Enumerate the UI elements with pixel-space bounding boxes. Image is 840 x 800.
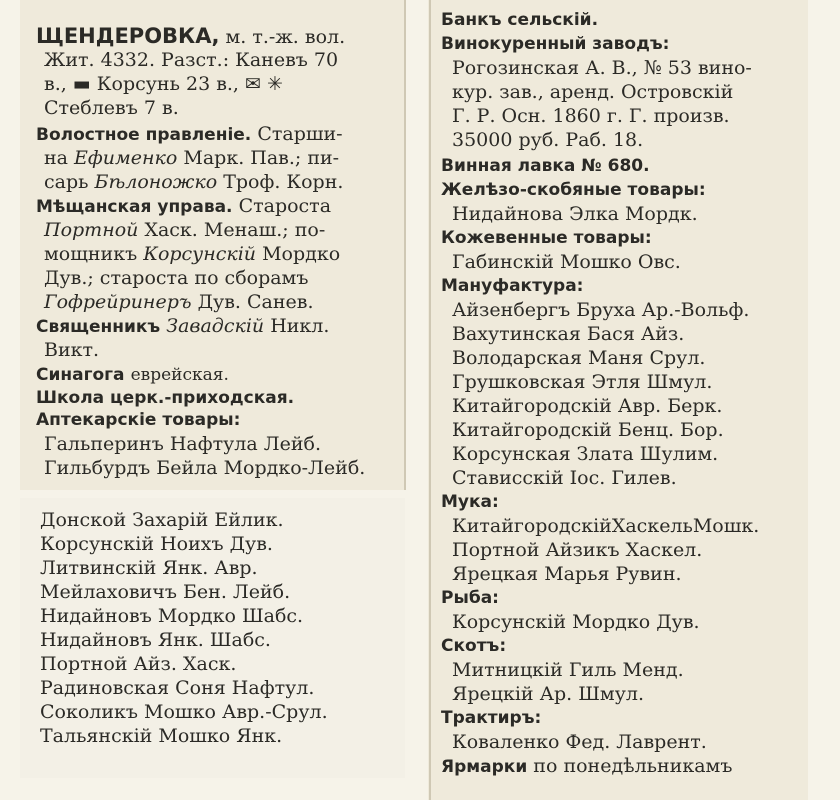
town-name: ЩЕНДЕРОВКА,: [36, 24, 220, 48]
section-heading: Ярмарки: [441, 757, 528, 777]
section-heading: Волостное правленіе.: [36, 125, 252, 145]
text-line: [44, 290, 314, 314]
list-item: Портной Айз. Хаск.: [40, 653, 237, 675]
list-item: Тальянскій Мошко Янк.: [40, 725, 283, 747]
text: Дув. Санев.: [197, 291, 314, 313]
list-item: 35000 руб. Раб. 18.: [452, 129, 644, 151]
list-item: Г. Р. Осн. 1860 г. Г. произв.: [452, 105, 730, 127]
person-name: Корсунскій: [143, 243, 257, 265]
section-heading: Банкъ сельскій.: [441, 10, 599, 30]
person-name: Завадскій: [166, 315, 265, 337]
text: по понедѣльникамъ: [533, 755, 733, 777]
text-line: [44, 242, 340, 266]
text: сарь: [44, 171, 89, 193]
list-item: Нидайновъ Мордко Шабс.: [40, 605, 304, 627]
column-divider: [404, 0, 406, 490]
list-item: кур. зав., аренд. Островскій: [452, 81, 734, 103]
list-item: Корсунскій Ноихъ Дув.: [40, 533, 273, 555]
person-name: Гофрейринеръ: [44, 291, 192, 313]
section-heading: Винокуренный заводъ:: [441, 34, 670, 54]
list-item: Корсунская Злата Шулим.: [452, 443, 719, 465]
list-item: Литвинскій Янк. Авр.: [40, 557, 258, 579]
list-item: Коваленко Фед. Лаврент.: [452, 731, 707, 753]
text-line: Викт.: [44, 339, 100, 361]
text: Никл.: [270, 315, 330, 337]
text: Троф. Корн.: [223, 171, 344, 193]
section-heading: Трактиръ:: [441, 708, 542, 728]
list-item: Вахутинская Бася Айз.: [452, 323, 685, 345]
list-item: Володарская Маня Срул.: [452, 347, 706, 369]
town-heading: [36, 24, 345, 49]
text-line: [44, 170, 343, 194]
list-item: Стависскій Іос. Гилев.: [452, 467, 677, 489]
list-item: Гальперинъ Нафтула Лейб.: [44, 433, 321, 455]
volost-entry: [36, 122, 343, 147]
list-item: Соколикъ Мошко Авр.-Срул.: [40, 701, 328, 723]
text-line: [44, 146, 339, 170]
text: Мордко: [262, 243, 341, 265]
section-heading: Синагога: [36, 365, 125, 385]
list-item: КитайгородскійХаскельМошк.: [452, 515, 760, 537]
text: Староста: [238, 195, 332, 217]
town-type: м. т.-ж. вол.: [225, 26, 346, 48]
list-item: Нидайнова Элка Мордк.: [452, 203, 698, 225]
section-heading: Аптекарскіе товары:: [36, 410, 241, 430]
list-item: Радиновская Соня Нафтул.: [40, 677, 315, 699]
list-item: Корсунскій Мордко Дув.: [452, 611, 700, 633]
list-item: Китайгородскій Авр. Берк.: [452, 395, 723, 417]
synagogue-entry: [36, 362, 229, 387]
section-heading: Мануфактура:: [441, 276, 584, 296]
list-item: Гильбурдъ Бейла Мордко-Лейб.: [44, 457, 366, 479]
meshchanskaya-entry: [36, 194, 331, 219]
person-name: Ефименко: [74, 147, 178, 169]
text: Марк. Пав.; пи-: [183, 147, 340, 169]
list-item: Портной Айзикъ Хаскел.: [452, 539, 703, 561]
section-heading: Желѣзо-скобяные товары:: [441, 180, 706, 200]
text-line: Стеблевъ 7 в.: [44, 97, 179, 119]
list-item: Грушковская Этля Шмул.: [452, 371, 713, 393]
person-name: Бѣлоножко: [94, 171, 218, 193]
person-name: Портной: [44, 219, 139, 241]
text-line: Дув.; староста по сборамъ: [44, 267, 309, 289]
text: еврейская.: [130, 365, 229, 385]
column-divider-right: [429, 0, 431, 800]
school-entry: Школа церк.-приходская.: [36, 388, 295, 408]
text: Старши-: [257, 123, 343, 145]
priest-entry: [36, 314, 329, 339]
list-item: Ярецкій Ар. Шмул.: [452, 683, 645, 705]
list-item: Донской Захарій Ейлик.: [40, 509, 284, 531]
section-heading: Винная лавка № 680.: [441, 156, 650, 176]
list-item: Мейлаховичъ Бен. Лейб.: [40, 581, 291, 603]
text-line: [44, 218, 325, 242]
text: Хаск. Менаш.; по-: [144, 219, 326, 241]
text-line: в., ▬ Корсунь 23 в., ✉ ✳: [44, 73, 283, 95]
section-heading: Мѣщанская управа.: [36, 197, 233, 217]
list-item: Китайгородскій Бенц. Бор.: [452, 419, 724, 441]
list-item: Рогозинская А. В., № 53 вино-: [452, 57, 752, 79]
fair-entry: [441, 754, 732, 779]
section-heading: Рыба:: [441, 588, 499, 608]
text-line: Жит. 4332. Разст.: Каневъ 70: [44, 49, 339, 71]
list-item: Нидайновъ Янк. Шабс.: [40, 629, 271, 651]
section-heading: Священникъ: [36, 317, 161, 337]
text: на: [44, 147, 68, 169]
section-heading: Скотъ:: [441, 636, 507, 656]
list-item: Митницкій Гиль Менд.: [452, 659, 684, 681]
list-item: Айзенбергъ Бруха Ар.-Вольф.: [452, 299, 750, 321]
text: мощникъ: [44, 243, 138, 265]
section-heading: Мука:: [441, 492, 499, 512]
list-item: Габинскій Мошко Овс.: [452, 251, 681, 273]
section-heading: Кожевенные товары:: [441, 228, 652, 248]
list-item: Ярецкая Марья Рувин.: [452, 563, 682, 585]
